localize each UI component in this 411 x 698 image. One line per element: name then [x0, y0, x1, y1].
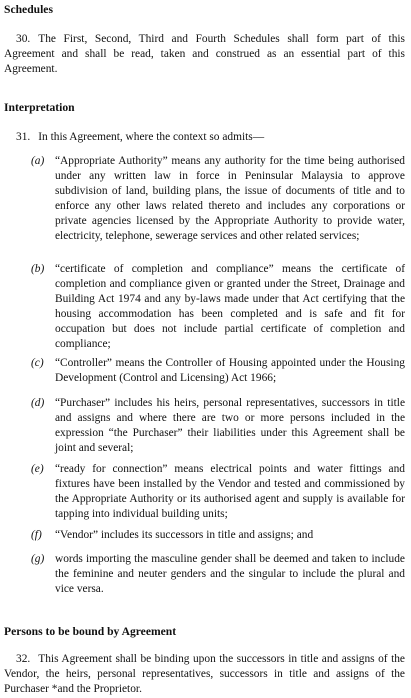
definition-item-g: [31, 552, 405, 597]
definition-item-d: [31, 396, 405, 456]
clause-31-number: 31.: [16, 131, 31, 143]
definition-text: words importing the masculine gender shall be deemed and taken to include the feminine and neuter genders and the singular to include the plural and vice versa.: [55, 553, 405, 596]
definition-item-e: [31, 462, 405, 522]
interpretation-heading: Interpretation: [4, 101, 75, 114]
clause-32-number: 32.: [16, 653, 31, 665]
definition-text: “Vendor” includes its successors in title and assigns; and: [55, 529, 314, 541]
definition-label: (f): [31, 529, 42, 541]
clause-30-text: The First, Second, Third and Fourth Schedules shall form part of this Agreement and shall be read, taken and construed as an essential part of this Agreement.: [4, 33, 405, 76]
clause-32-text: This Agreement shall be binding upon the successors in title and assigns of the Vendor, the heirs, personal representatives, successors in title and assigns of the Purchaser *and the Proprietor.: [4, 653, 405, 696]
schedules-heading: Schedules: [4, 3, 53, 16]
clause-31-intro-text: In this Agreement, where the context so admits—: [38, 131, 265, 143]
definition-label: (d): [31, 397, 45, 409]
definition-label: (e): [31, 463, 44, 475]
definition-text: “Appropriate Authority” means any authority for the time being authorised under any written law in force in Peninsular Malaysia to approve subdivision of land, building plans, the issue of documents of title and to enforce any other laws related thereto and includes any corporations or private agencies licensed by the Appropriate Authority to provide water, electricity, telephone, sewerage services and other related services;: [55, 155, 405, 243]
clause-30-number: 30.: [16, 33, 31, 45]
definition-text: “ready for connection” means electrical points and water fittings and fixtures have been installed by the Vendor and tested and commissioned by the Appropriate Authority or its authorised agent and supply is available for tapping into individual building units;: [55, 463, 405, 521]
definition-item-b: [31, 262, 405, 353]
definition-label: (c): [31, 357, 44, 369]
definition-label: (g): [31, 553, 45, 565]
definition-label: (b): [31, 263, 45, 275]
definition-item-c: [31, 356, 405, 386]
definition-text: “Purchaser” includes his heirs, personal representatives, successors in title and assigns and where there are two or more persons included in the expression “the Purchaser” their liabilities under this Agreement shall be joint and several;: [55, 397, 405, 455]
definition-item-a: [31, 154, 405, 245]
clause-31-intro: [4, 130, 405, 145]
definition-label: (a): [31, 155, 45, 167]
clause-30: [4, 32, 405, 77]
definition-text: “certificate of completion and compliance” means the certificate of completion and compliance given or granted under the Street, Drainage and Building Act 1974 and any by-laws made under that Act certifying that the housing accommodation has been completed and is safe and fit for occupation but does not include partial certificate of completion and compliance;: [55, 263, 405, 351]
definition-text: “Controller” means the Controller of Housing appointed under the Housing Development (Control and Licensing) Act 1966;: [55, 357, 405, 385]
clause-32: [4, 652, 405, 697]
definition-item-f: [31, 528, 405, 543]
persons-bound-heading: Persons to be bound by Agreement: [4, 625, 177, 638]
